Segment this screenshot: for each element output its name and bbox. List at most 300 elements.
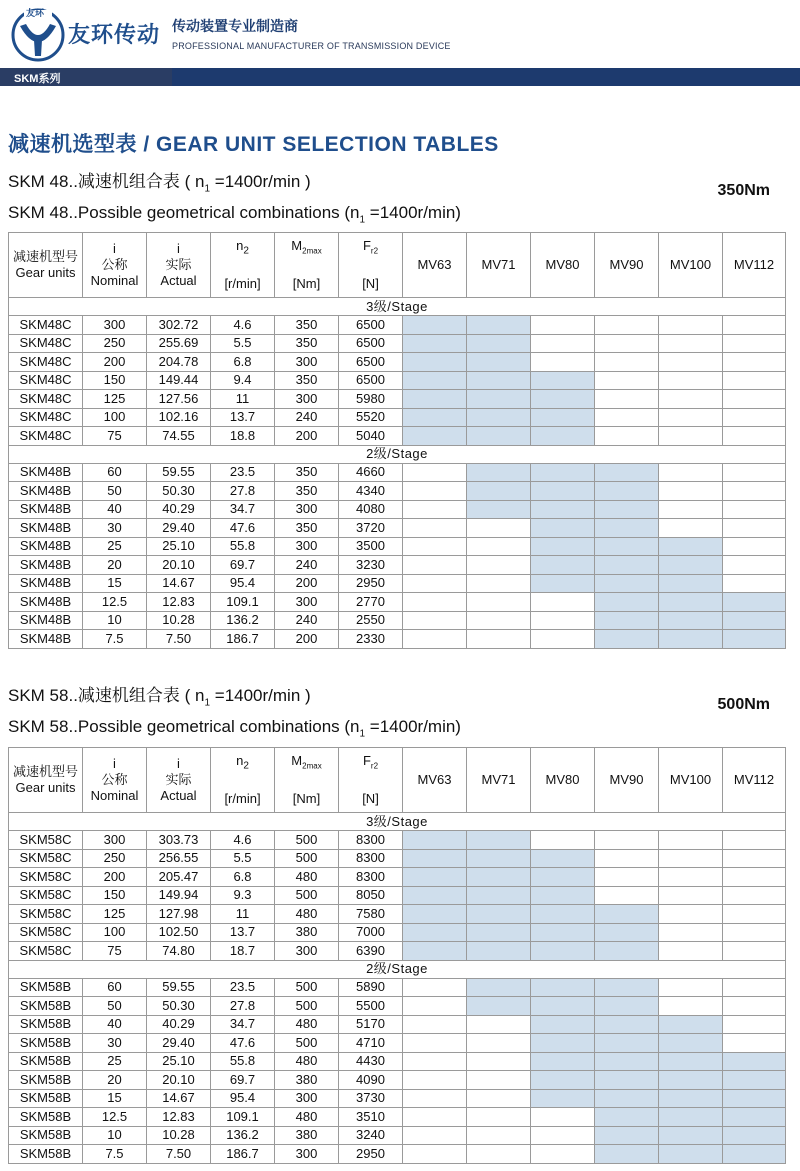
col-nominal [83, 233, 147, 298]
cell-fit-mv90 [595, 1126, 659, 1145]
cell-model: SKM48B [9, 500, 83, 519]
cell-fit-mv90 [595, 1052, 659, 1071]
col-n2 [211, 748, 275, 813]
cell-actual: 14.67 [147, 574, 211, 593]
series-bar [0, 68, 800, 86]
cell-fit-mv80 [531, 630, 595, 649]
cell-fit-mv71 [467, 537, 531, 556]
col-m2 [275, 233, 339, 298]
cell-m2: 200 [275, 574, 339, 593]
cell-fit-mv90 [595, 849, 659, 868]
cell-fit-mv100 [659, 556, 723, 575]
cell-actual: 50.30 [147, 997, 211, 1016]
section-48-torque: 350Nm [717, 182, 770, 199]
cell-model: SKM58B [9, 1108, 83, 1127]
cell-fit-mv80 [531, 519, 595, 538]
cell-fit-mv63 [403, 1108, 467, 1127]
cell-nominal: 125 [83, 390, 147, 409]
cell-model: SKM48C [9, 390, 83, 409]
fr-main: F [362, 238, 371, 254]
title-cn-b: =1400r/min ) [210, 172, 311, 191]
cell-fit-mv112 [723, 630, 786, 649]
cell-actual: 14.67 [147, 1089, 211, 1108]
cell-fr: 3510 [339, 1108, 403, 1127]
cell-fit-mv100 [659, 463, 723, 482]
cell-fit-mv80 [531, 868, 595, 887]
cell-fit-mv100 [659, 334, 723, 353]
section-48-title-en [8, 201, 798, 232]
cell-fit-mv90 [595, 371, 659, 390]
cell-nominal: 40 [83, 1015, 147, 1034]
col-motor-mv71: MV71 [467, 748, 531, 813]
cell-fr: 5500 [339, 997, 403, 1016]
cell-fit-mv80 [531, 574, 595, 593]
i-label: i [177, 756, 180, 771]
cell-fr: 2950 [339, 1145, 403, 1164]
cell-model: SKM58C [9, 942, 83, 961]
cell-fit-mv112 [723, 1034, 786, 1053]
stage-label: 3级/Stage [9, 813, 786, 831]
cell-fit-mv63 [403, 463, 467, 482]
cell-fit-mv90 [595, 593, 659, 612]
cell-n2: 95.4 [211, 574, 275, 593]
cell-fit-mv90 [595, 1015, 659, 1034]
cell-fit-mv100 [659, 1126, 723, 1145]
cell-fit-mv100 [659, 1052, 723, 1071]
cell-fit-mv100 [659, 500, 723, 519]
cell-fit-mv71 [467, 942, 531, 961]
title-en-a: SKM 58..Possible geometrical combinations (n [8, 717, 360, 737]
cell-fit-mv112 [723, 997, 786, 1016]
cell-fit-mv71 [467, 482, 531, 501]
page-title: 减速机选型表 / GEAR UNIT SELECTION TABLES [8, 133, 499, 156]
cell-fit-mv63 [403, 482, 467, 501]
cell-fit-mv100 [659, 942, 723, 961]
actual-en: Actual [160, 273, 197, 288]
cell-fit-mv63 [403, 519, 467, 538]
title-cn-a: SKM 58..减速机组合表 ( n [8, 686, 205, 705]
table-row [9, 334, 786, 353]
fr-unit: [N] [362, 275, 379, 291]
table-row [9, 1108, 786, 1127]
slogan-chinese: 传动装置专业制造商 [172, 18, 298, 34]
cell-m2: 300 [275, 1145, 339, 1164]
cell-m2: 350 [275, 371, 339, 390]
cell-fr: 8300 [339, 868, 403, 887]
cell-nominal: 12.5 [83, 1108, 147, 1127]
selection-table-skm48 [8, 232, 786, 649]
cell-model: SKM58B [9, 1034, 83, 1053]
actual-cn: 实际 [165, 257, 192, 272]
cell-fit-mv112 [723, 316, 786, 335]
cell-fit-mv63 [403, 537, 467, 556]
cell-fit-mv80 [531, 1052, 595, 1071]
cell-m2: 500 [275, 831, 339, 850]
cell-n2: 186.7 [211, 630, 275, 649]
cell-nominal: 30 [83, 519, 147, 538]
cell-fit-mv80 [531, 849, 595, 868]
cell-fit-mv90 [595, 1145, 659, 1164]
cell-fit-mv71 [467, 390, 531, 409]
cell-model: SKM58B [9, 1071, 83, 1090]
section-58-title-en [8, 715, 798, 746]
cell-fr: 5980 [339, 390, 403, 409]
cell-fr: 3720 [339, 519, 403, 538]
cell-fit-mv80 [531, 1108, 595, 1127]
cell-fit-mv100 [659, 1034, 723, 1053]
cell-model: SKM48B [9, 482, 83, 501]
cell-fit-mv63 [403, 1089, 467, 1108]
cell-actual: 40.29 [147, 1015, 211, 1034]
col-fr [339, 233, 403, 298]
cell-m2: 240 [275, 408, 339, 427]
cell-actual: 302.72 [147, 316, 211, 335]
cell-actual: 102.50 [147, 923, 211, 942]
cell-fr: 4340 [339, 482, 403, 501]
cell-n2: 11 [211, 390, 275, 409]
fr-label [339, 238, 402, 260]
cell-n2: 18.7 [211, 942, 275, 961]
cell-nominal: 20 [83, 556, 147, 575]
cell-m2: 380 [275, 1071, 339, 1090]
cell-nominal: 250 [83, 334, 147, 353]
stage-row [9, 813, 786, 831]
cell-m2: 380 [275, 1126, 339, 1145]
cell-fit-mv90 [595, 997, 659, 1016]
cell-actual: 25.10 [147, 537, 211, 556]
cell-nominal: 150 [83, 371, 147, 390]
cell-fit-mv80 [531, 316, 595, 335]
cell-actual: 25.10 [147, 1052, 211, 1071]
cell-nominal: 10 [83, 611, 147, 630]
cell-fit-mv112 [723, 519, 786, 538]
cell-fr: 6500 [339, 371, 403, 390]
cell-fr: 4710 [339, 1034, 403, 1053]
cell-fit-mv71 [467, 1126, 531, 1145]
cell-m2: 350 [275, 519, 339, 538]
table-row [9, 978, 786, 997]
cell-fit-mv100 [659, 1089, 723, 1108]
cell-fit-mv71 [467, 1034, 531, 1053]
cell-fr: 4080 [339, 500, 403, 519]
cell-fit-mv80 [531, 611, 595, 630]
cell-fit-mv71 [467, 408, 531, 427]
cell-nominal: 200 [83, 868, 147, 887]
cell-fit-mv90 [595, 1034, 659, 1053]
cell-actual: 205.47 [147, 868, 211, 887]
cell-m2: 500 [275, 1034, 339, 1053]
selection-table-skm58 [8, 747, 786, 1164]
col-motor-mv100: MV100 [659, 233, 723, 298]
cell-n2: 55.8 [211, 537, 275, 556]
cell-fit-mv80 [531, 482, 595, 501]
section-58-torque: 500Nm [717, 696, 770, 713]
cell-actual: 10.28 [147, 1126, 211, 1145]
cell-nominal: 30 [83, 1034, 147, 1053]
cell-fit-mv90 [595, 482, 659, 501]
fr-label [339, 753, 402, 775]
cell-fr: 6500 [339, 353, 403, 372]
cell-fit-mv63 [403, 1145, 467, 1164]
n2-sub: 2 [243, 245, 249, 257]
cell-m2: 300 [275, 1089, 339, 1108]
cell-fr: 5520 [339, 408, 403, 427]
nominal-en: Nominal [90, 273, 139, 288]
title-en-b: =1400r/min) [365, 717, 461, 737]
cell-fit-mv90 [595, 905, 659, 924]
cell-fit-mv90 [595, 942, 659, 961]
cell-fit-mv112 [723, 942, 786, 961]
table-row [9, 831, 786, 850]
cell-fit-mv71 [467, 574, 531, 593]
cell-fit-mv63 [403, 390, 467, 409]
table-row [9, 886, 786, 905]
cell-m2: 350 [275, 334, 339, 353]
table-row [9, 463, 786, 482]
cell-fr: 8050 [339, 886, 403, 905]
m2-main: M [291, 238, 303, 254]
cell-nominal: 100 [83, 408, 147, 427]
cell-m2: 240 [275, 556, 339, 575]
table-row [9, 1015, 786, 1034]
cell-n2: 4.6 [211, 831, 275, 850]
col-motor-mv80: MV80 [531, 233, 595, 298]
cell-fit-mv63 [403, 1126, 467, 1145]
cell-fit-mv112 [723, 611, 786, 630]
cell-fit-mv80 [531, 886, 595, 905]
cell-fit-mv112 [723, 334, 786, 353]
cell-n2: 186.7 [211, 1145, 275, 1164]
cell-fit-mv100 [659, 831, 723, 850]
cell-n2: 109.1 [211, 593, 275, 612]
col-motor-mv63: MV63 [403, 233, 467, 298]
cell-n2: 34.7 [211, 1015, 275, 1034]
cell-n2: 95.4 [211, 1089, 275, 1108]
cell-fit-mv90 [595, 427, 659, 446]
cell-n2: 47.6 [211, 519, 275, 538]
cell-actual: 29.40 [147, 519, 211, 538]
cell-actual: 149.44 [147, 371, 211, 390]
cell-fit-mv63 [403, 886, 467, 905]
cell-fit-mv80 [531, 427, 595, 446]
cell-fit-mv71 [467, 500, 531, 519]
cell-n2: 13.7 [211, 408, 275, 427]
cell-fr: 7580 [339, 905, 403, 924]
cell-fit-mv71 [467, 630, 531, 649]
cell-fit-mv112 [723, 1089, 786, 1108]
cell-fit-mv80 [531, 1145, 595, 1164]
cell-n2: 4.6 [211, 316, 275, 335]
cell-fit-mv63 [403, 334, 467, 353]
cell-fit-mv80 [531, 1089, 595, 1108]
cell-fit-mv90 [595, 1108, 659, 1127]
cell-n2: 18.8 [211, 427, 275, 446]
gear-en: Gear units [15, 780, 76, 795]
cell-fit-mv71 [467, 353, 531, 372]
cell-fit-mv90 [595, 923, 659, 942]
cell-fit-mv80 [531, 537, 595, 556]
table-row [9, 942, 786, 961]
table-row [9, 390, 786, 409]
cell-fit-mv90 [595, 831, 659, 850]
cell-fit-mv71 [467, 1015, 531, 1034]
title-cn-a: SKM 48..减速机组合表 ( n [8, 172, 205, 191]
cell-model: SKM48B [9, 519, 83, 538]
cell-m2: 300 [275, 593, 339, 612]
cell-fit-mv112 [723, 482, 786, 501]
table-row [9, 316, 786, 335]
table-row [9, 611, 786, 630]
col-gear-units [9, 233, 83, 298]
cell-fit-mv71 [467, 849, 531, 868]
table-row [9, 556, 786, 575]
cell-model: SKM58C [9, 923, 83, 942]
cell-fit-mv63 [403, 427, 467, 446]
col-motor-mv63: MV63 [403, 748, 467, 813]
cell-fit-mv100 [659, 427, 723, 446]
cell-n2: 9.4 [211, 371, 275, 390]
cell-nominal: 250 [83, 849, 147, 868]
cell-fit-mv90 [595, 408, 659, 427]
cell-m2: 500 [275, 886, 339, 905]
cell-fit-mv112 [723, 537, 786, 556]
cell-m2: 480 [275, 1052, 339, 1071]
cell-fr: 4090 [339, 1071, 403, 1090]
cell-fit-mv80 [531, 500, 595, 519]
cell-fit-mv80 [531, 1034, 595, 1053]
cell-m2: 300 [275, 942, 339, 961]
cell-model: SKM48C [9, 316, 83, 335]
m2-unit: [Nm] [292, 790, 321, 806]
table-row [9, 1071, 786, 1090]
cell-fr: 5170 [339, 1015, 403, 1034]
cell-fit-mv90 [595, 353, 659, 372]
cell-fit-mv80 [531, 371, 595, 390]
cell-fit-mv80 [531, 1126, 595, 1145]
cell-fit-mv63 [403, 593, 467, 612]
cell-model: SKM58C [9, 886, 83, 905]
cell-fit-mv71 [467, 334, 531, 353]
title-cn-sub: 1 [204, 183, 211, 195]
cell-model: SKM58B [9, 1089, 83, 1108]
col-actual [147, 748, 211, 813]
table-row [9, 519, 786, 538]
cell-fit-mv80 [531, 831, 595, 850]
cell-n2: 5.5 [211, 849, 275, 868]
col-fr [339, 748, 403, 813]
cell-fr: 8300 [339, 831, 403, 850]
cell-fit-mv63 [403, 905, 467, 924]
cell-fr: 3230 [339, 556, 403, 575]
title-cn-sub: 1 [204, 697, 211, 709]
cell-fit-mv112 [723, 353, 786, 372]
cell-m2: 500 [275, 978, 339, 997]
cell-actual: 29.40 [147, 1034, 211, 1053]
nominal-cn: 公称 [101, 772, 128, 787]
cell-fit-mv90 [595, 334, 659, 353]
cell-fit-mv63 [403, 1034, 467, 1053]
nominal-en: Nominal [90, 788, 139, 803]
i-label: i [113, 241, 116, 256]
section-58-title-cn [8, 684, 798, 715]
cell-nominal: 12.5 [83, 593, 147, 612]
cell-model: SKM58B [9, 1126, 83, 1145]
fr-unit: [N] [362, 790, 379, 806]
cell-fit-mv80 [531, 593, 595, 612]
section-48-header [8, 170, 798, 233]
cell-nominal: 125 [83, 905, 147, 924]
cell-fit-mv112 [723, 1052, 786, 1071]
cell-nominal: 50 [83, 482, 147, 501]
cell-actual: 59.55 [147, 978, 211, 997]
cell-fit-mv71 [467, 1108, 531, 1127]
cell-fit-mv71 [467, 463, 531, 482]
col-actual [147, 233, 211, 298]
i-label: i [177, 241, 180, 256]
cell-fr: 8300 [339, 849, 403, 868]
table-row [9, 537, 786, 556]
cell-nominal: 25 [83, 537, 147, 556]
cell-n2: 55.8 [211, 1052, 275, 1071]
cell-n2: 136.2 [211, 611, 275, 630]
cell-fit-mv100 [659, 905, 723, 924]
stage-label: 3级/Stage [9, 298, 786, 316]
title-en-a: SKM 48..Possible geometrical combinations (n [8, 203, 360, 223]
cell-actual: 7.50 [147, 1145, 211, 1164]
cell-actual: 50.30 [147, 482, 211, 501]
cell-fit-mv100 [659, 923, 723, 942]
n2-unit: [r/min] [224, 275, 261, 291]
cell-fit-mv112 [723, 1015, 786, 1034]
cell-fit-mv63 [403, 556, 467, 575]
cell-fit-mv90 [595, 978, 659, 997]
cell-fr: 2770 [339, 593, 403, 612]
slogan-english: PROFESSIONAL MANUFACTURER OF TRANSMISSION DEVICE [172, 41, 451, 51]
cell-nominal: 25 [83, 1052, 147, 1071]
cell-n2: 136.2 [211, 1126, 275, 1145]
cell-n2: 69.7 [211, 1071, 275, 1090]
cell-fit-mv100 [659, 1015, 723, 1034]
col-motor-mv112: MV112 [723, 748, 786, 813]
cell-actual: 74.55 [147, 427, 211, 446]
cell-fit-mv112 [723, 978, 786, 997]
cell-fit-mv90 [595, 537, 659, 556]
cell-actual: 303.73 [147, 831, 211, 850]
actual-en: Actual [160, 788, 197, 803]
table-row [9, 574, 786, 593]
cell-actual: 74.80 [147, 942, 211, 961]
gear-cn: 减速机型号 [12, 249, 78, 264]
stage-label: 2级/Stage [9, 960, 786, 978]
cell-n2: 27.8 [211, 482, 275, 501]
fr-sub: r2 [370, 761, 379, 771]
table-row [9, 482, 786, 501]
cell-actual: 20.10 [147, 556, 211, 575]
cell-m2: 350 [275, 463, 339, 482]
cell-model: SKM58C [9, 831, 83, 850]
cell-n2: 6.8 [211, 353, 275, 372]
cell-m2: 200 [275, 630, 339, 649]
title-en-sub: 1 [359, 214, 366, 226]
cell-fit-mv71 [467, 1089, 531, 1108]
table-row [9, 371, 786, 390]
cell-actual: 10.28 [147, 611, 211, 630]
cell-fit-mv112 [723, 500, 786, 519]
cell-m2: 300 [275, 390, 339, 409]
cell-fit-mv90 [595, 500, 659, 519]
cell-actual: 127.98 [147, 905, 211, 924]
gear-cn: 减速机型号 [12, 764, 78, 779]
